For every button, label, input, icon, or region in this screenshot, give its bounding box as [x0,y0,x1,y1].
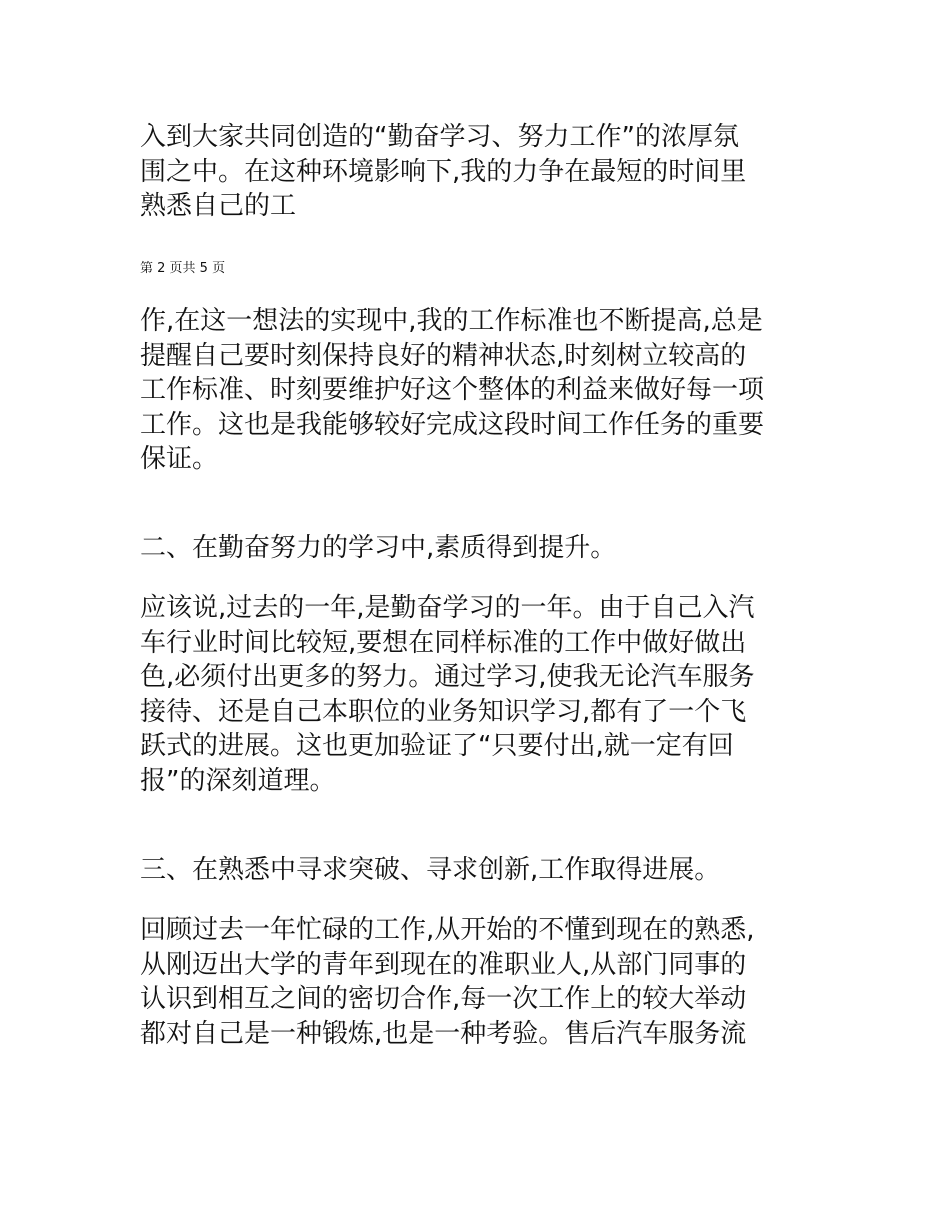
section-heading: 三、在熟悉中寻求突破、寻求创新,工作取得进展。 [140,855,721,885]
paragraph-line: 应该说,过去的一年,是勤奋学习的一年。由于自己入汽 [140,593,755,623]
paragraph-line: 接待、还是自己本职位的业务知识学习,都有了一个飞 [140,696,747,727]
page-number: 第 2 页共 5 页 [140,261,226,276]
paragraph-line: 保证。 [140,444,219,474]
paragraph-line: 跃式的进展。这也更加验证了“只要付出,就一定有回 [140,731,734,761]
paragraph-line: 入到大家共同创造的“勤奋学习、努力工作”的浓厚氛 [140,122,739,152]
paragraph-line: 车行业时间比较短,要想在同样标准的工作中做好做出 [140,627,747,658]
paragraph-line: 熟悉自己的工 [140,191,297,221]
paragraph-line: 工作标准、时刻要维护好这个整体的利益来做好每一项 [140,375,765,405]
paragraph-line: 色,必须付出更多的努力。通过学习,使我无论汽车服务 [140,662,755,692]
paragraph-line: 工作。这也是我能够较好完成这段时间工作任务的重要 [140,409,765,440]
paragraph-line: 回顾过去一年忙碌的工作,从开始的不懂到现在的熟悉, [140,915,755,945]
paragraph-4 [140,913,820,1051]
section-heading-2 [140,531,820,566]
section-heading: 二、在勤奋努力的学习中,素质得到提升。 [140,533,617,563]
paragraph-line: 都对自己是一种锻炼,也是一种考验。售后汽车服务流 [140,1018,747,1049]
paragraph-line: 提醒自己要时刻保持良好的精神状态,时刻树立较高的 [140,340,747,371]
paragraph-line: 从刚迈出大学的青年到现在的准职业人,从部门同事的 [140,949,747,980]
paragraph-1 [140,120,820,224]
paragraph-line: 作,在这一想法的实现中,我的工作标准也不断提高,总是 [140,306,763,336]
paragraph-line: 认识到相互之间的密切合作,每一次工作上的较大举动 [140,984,747,1014]
paragraph-line: 报”的深刻道理。 [140,765,336,796]
paragraph-line: 围之中。在这种环境影响下,我的力争在最短的时间里 [140,156,747,187]
paragraph-2 [140,304,820,477]
section-heading-3 [140,853,820,888]
paragraph-3 [140,591,820,798]
